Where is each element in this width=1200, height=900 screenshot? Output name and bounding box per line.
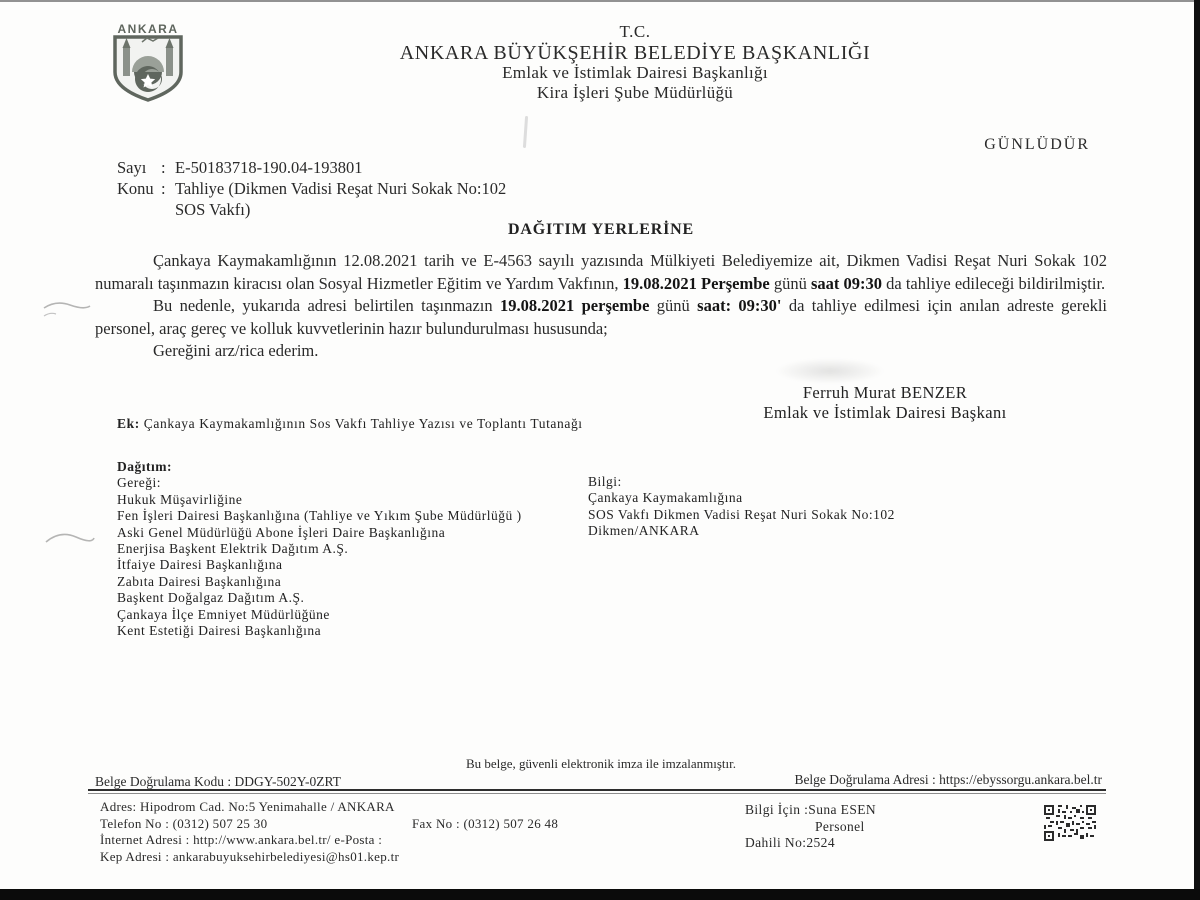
list-item: Aski Genel Müdürlüğü Abone İşleri Daire Başkanlığına bbox=[117, 524, 446, 540]
signature-block bbox=[705, 383, 1065, 423]
sayi-value: E-50183718-190.04-193801 bbox=[175, 158, 363, 177]
scan-artifact bbox=[44, 528, 96, 552]
list-item: Başkent Doğalgaz Dağıtım A.Ş. bbox=[117, 590, 305, 606]
qr-code-icon bbox=[1044, 805, 1096, 841]
bilgi-label: Bilgi: bbox=[588, 474, 622, 489]
attachment-label: Ek: bbox=[117, 416, 140, 431]
scan-edge-top bbox=[0, 0, 1200, 2]
contact-kep: Kep Adresi : ankarabuyuksehirbelediyesi@hs01.kep.tr bbox=[100, 848, 400, 864]
meta-row-konu bbox=[117, 178, 506, 220]
konu-colon: : bbox=[161, 179, 166, 198]
scan-artifact bbox=[42, 298, 92, 324]
list-item: Zabıta Dairesi Başkanlığına bbox=[117, 573, 282, 589]
p1-text: Çankaya Kaymakamlığının 12.08.2021 tarih ve E-4563 sayılı yazısında Mülkiyeti Belediyemize ait, Dikmen Vadisi Reşat Nuri Sokak 102 numaralı taşınmazın kiracısı olan Sosyal Hizmetler Eğitim ve Yardım Vakfının, bbox=[95, 251, 1107, 293]
letterhead-department: Emlak ve İstimlak Dairesi Başkanlığı bbox=[502, 63, 768, 82]
p1-text3: da tahliye edileceği bildirilmiştir. bbox=[886, 273, 1106, 293]
letter-body bbox=[95, 250, 1107, 363]
contact-block bbox=[100, 799, 558, 865]
distribution-list bbox=[117, 459, 549, 639]
contact-internet: İnternet Adresi : http://www.ankara.bel.tr/ e-Posta : bbox=[100, 832, 383, 848]
contact-address: Adres: Hipodrom Cad. No:5 Yenimahalle / ANKARA bbox=[100, 799, 395, 814]
p2-text3: da tahliye edilmesi için anılan adreste gerekli personel, araç gereç ve kolluk kuvvetlerinin hazır bulundurulması hususunda; bbox=[95, 296, 1107, 338]
scan-edge-right bbox=[1194, 0, 1200, 900]
urgency-stamp: GÜNLÜDÜR bbox=[984, 136, 1090, 153]
contact-phone: Telefon No : (0312) 507 25 30 bbox=[100, 815, 268, 831]
document-meta bbox=[117, 157, 506, 220]
sayi-colon: : bbox=[161, 158, 166, 177]
list-item: Dikmen/ANKARA bbox=[588, 523, 700, 539]
distribution-title: Dağıtım: bbox=[117, 459, 172, 474]
signature-smudge bbox=[775, 358, 885, 384]
list-item: Çankaya Kaymakamlığına bbox=[588, 490, 743, 506]
signer-name: Ferruh Murat BENZER bbox=[802, 383, 968, 402]
letterhead-unit: Kira İşleri Şube Müdürlüğü bbox=[536, 83, 734, 102]
esignature-note: Bu belge, güvenli elektronik imza ile imzalanmıştır. bbox=[465, 756, 737, 771]
contact-person-block bbox=[745, 802, 876, 852]
footer-divider bbox=[88, 789, 1106, 794]
p1-text2: günü bbox=[773, 273, 807, 293]
list-item: Çankaya İlçe Emniyet Müdürlüğüne bbox=[117, 606, 330, 622]
p1-date-bold: 19.08.2021 Perşembe bbox=[622, 273, 770, 293]
p1-time-bold: saat 09:30 bbox=[810, 273, 882, 293]
geregi-label: Gereği: bbox=[117, 475, 161, 491]
konu-value-line1: Tahliye (Dikmen Vadisi Reşat Nuri Sokak No:102 bbox=[175, 179, 507, 198]
closing-line: Gereğini arz/rica ederim. bbox=[153, 341, 319, 360]
letterhead bbox=[170, 22, 1100, 103]
konu-value-line2: SOS Vakfı) bbox=[175, 200, 251, 219]
contact-fax: Fax No : (0312) 507 26 48 bbox=[412, 815, 559, 831]
scan-artifact bbox=[523, 116, 528, 148]
sayi-label: Sayı bbox=[117, 158, 147, 177]
list-item: İtfaiye Dairesi Başkanlığına bbox=[117, 557, 283, 573]
konu-value bbox=[175, 178, 506, 220]
p2-text2: günü bbox=[656, 296, 690, 315]
letterhead-tc: T.C. bbox=[619, 22, 651, 41]
scan-edge-bottom bbox=[0, 889, 1200, 900]
list-item: Kent Estetiği Dairesi Başkanlığına bbox=[117, 623, 322, 639]
verification-address: Belge Doğrulama Adresi : https://ebyssorgu.ankara.bel.tr bbox=[794, 772, 1102, 787]
info-copy-list bbox=[588, 474, 1018, 540]
signer-title: Emlak ve İstimlak Dairesi Başkanı bbox=[763, 403, 1007, 422]
attachment-line bbox=[117, 416, 583, 432]
p2-text: Bu nedenle, yukarıda adresi belirtilen taşınmazın bbox=[153, 296, 493, 315]
meta-row-sayi bbox=[117, 157, 506, 178]
verification-code: Belge Doğrulama Kodu : DDGY-502Y-0ZRT bbox=[95, 774, 341, 789]
konu-label: Konu bbox=[117, 179, 154, 198]
list-item: Enerjisa Başkent Elektrik Dağıtım A.Ş. bbox=[117, 541, 349, 557]
list-item: Hukuk Müşavirliğine bbox=[117, 491, 243, 507]
contact-phone-row bbox=[100, 816, 558, 833]
contact-person-extension: Dahili No:2524 bbox=[745, 835, 835, 851]
logo-ankara-text: ANKARA bbox=[117, 22, 179, 36]
paragraph-1 bbox=[95, 250, 1107, 295]
recipient-heading: DAĞITIM YERLERİNE bbox=[508, 221, 694, 238]
list-item: SOS Vakfı Dikmen Vadisi Reşat Nuri Sokak No:102 bbox=[588, 506, 895, 522]
letterhead-organization: ANKARA BÜYÜKŞEHİR BELEDİYE BAŞKANLIĞI bbox=[399, 42, 871, 64]
p2-date-bold: 19.08.2021 perşembe bbox=[500, 296, 650, 315]
p2-time-bold: saat: 09:30' bbox=[697, 296, 782, 315]
contact-person-name: Bilgi İçin :Suna ESEN bbox=[745, 802, 877, 817]
contact-person-role: Personel bbox=[815, 818, 865, 834]
paragraph-2 bbox=[95, 295, 1107, 340]
attachment-text: Çankaya Kaymakamlığının Sos Vakfı Tahliye Yazısı ve Toplantı Tutanağı bbox=[143, 416, 583, 431]
list-item: Fen İşleri Dairesi Başkanlığına (Tahliye ve Yıkım Şube Müdürlüğü ) bbox=[117, 508, 522, 524]
